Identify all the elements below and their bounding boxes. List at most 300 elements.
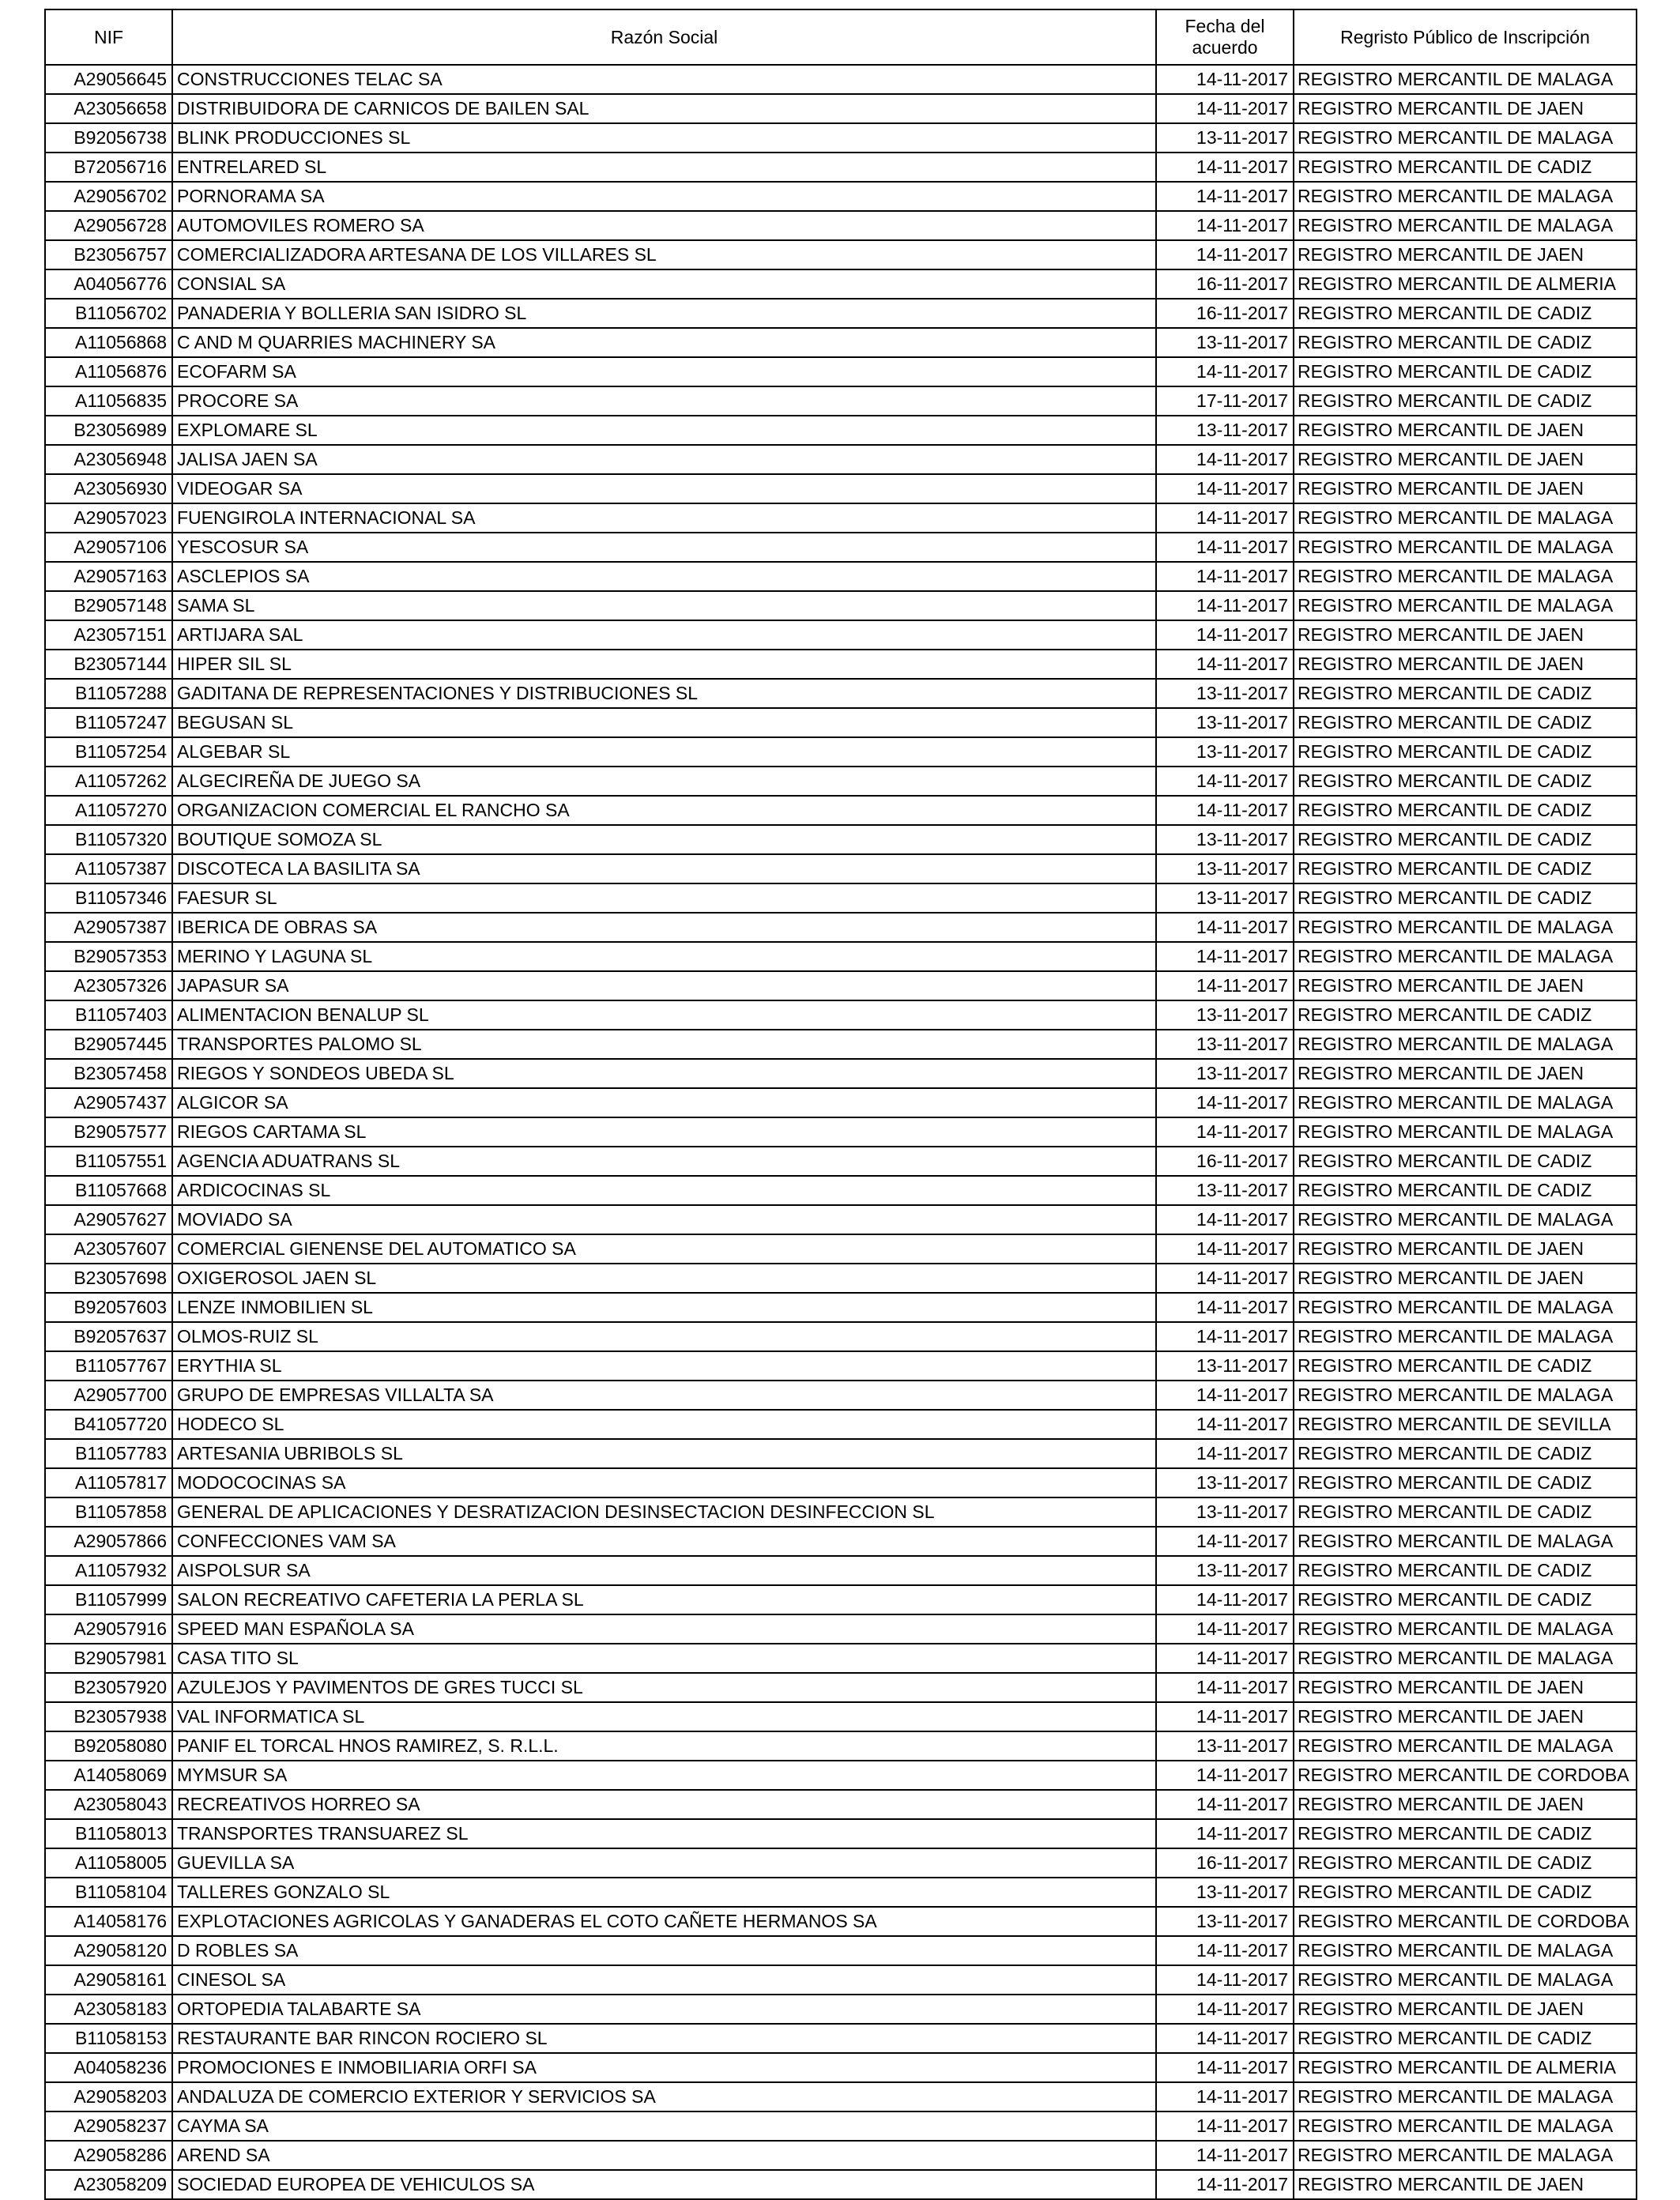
razon-social-cell: COMERCIALIZADORA ARTESANA DE LOS VILLARES SL bbox=[172, 240, 1156, 269]
razon-social-cell: YESCOSUR SA bbox=[172, 533, 1156, 562]
fecha-acuerdo-cell: 14-11-2017 bbox=[1156, 1644, 1294, 1673]
razon-social-cell: SALON RECREATIVO CAFETERIA LA PERLA SL bbox=[172, 1585, 1156, 1614]
nif-cell: B92056738 bbox=[45, 123, 172, 153]
nif-cell: B23057698 bbox=[45, 1264, 172, 1293]
registry-document bbox=[44, 9, 1636, 2200]
nif-cell: A11056835 bbox=[45, 386, 172, 416]
fecha-acuerdo-cell: 14-11-2017 bbox=[1156, 1995, 1294, 2024]
fecha-acuerdo-cell: 16-11-2017 bbox=[1156, 1147, 1294, 1176]
table-row bbox=[45, 474, 1637, 503]
registro-cell: REGISTRO MERCANTIL DE JAEN bbox=[1294, 240, 1637, 269]
table-row bbox=[45, 1790, 1637, 1819]
table-row bbox=[45, 883, 1637, 913]
razon-social-cell: MOVIADO SA bbox=[172, 1205, 1156, 1234]
registro-cell: REGISTRO MERCANTIL DE CADIZ bbox=[1294, 708, 1637, 737]
nif-cell: B11057668 bbox=[45, 1176, 172, 1205]
table-row bbox=[45, 1585, 1637, 1614]
razon-social-cell: D ROBLES SA bbox=[172, 1936, 1156, 1965]
registro-cell: REGISTRO MERCANTIL DE MALAGA bbox=[1294, 2111, 1637, 2141]
table-row bbox=[45, 299, 1637, 328]
column-header-registro: Regristo Público de Inscripción bbox=[1294, 9, 1637, 65]
fecha-acuerdo-cell: 14-11-2017 bbox=[1156, 503, 1294, 533]
razon-social-cell: AREND SA bbox=[172, 2141, 1156, 2170]
table-row bbox=[45, 1117, 1637, 1147]
fecha-acuerdo-cell: 16-11-2017 bbox=[1156, 299, 1294, 328]
registro-cell: REGISTRO MERCANTIL DE CADIZ bbox=[1294, 299, 1637, 328]
razon-social-cell: FUENGIROLA INTERNACIONAL SA bbox=[172, 503, 1156, 533]
table-row bbox=[45, 1644, 1637, 1673]
nif-cell: B92057637 bbox=[45, 1322, 172, 1351]
fecha-acuerdo-cell: 13-11-2017 bbox=[1156, 416, 1294, 445]
razon-social-cell: MODOCOCINAS SA bbox=[172, 1468, 1156, 1497]
nif-cell: B29057577 bbox=[45, 1117, 172, 1147]
nif-cell: B92058080 bbox=[45, 1731, 172, 1761]
razon-social-cell: CONSTRUCCIONES TELAC SA bbox=[172, 65, 1156, 94]
table-row bbox=[45, 1000, 1637, 1030]
fecha-acuerdo-cell: 13-11-2017 bbox=[1156, 1556, 1294, 1585]
registro-cell: REGISTRO MERCANTIL DE MALAGA bbox=[1294, 1527, 1637, 1556]
razon-social-cell: EXPLOTACIONES AGRICOLAS Y GANADERAS EL COTO CAÑETE HERMANOS SA bbox=[172, 1907, 1156, 1936]
razon-social-cell: VIDEOGAR SA bbox=[172, 474, 1156, 503]
razon-social-cell: BLINK PRODUCCIONES SL bbox=[172, 123, 1156, 153]
table-row bbox=[45, 1088, 1637, 1117]
fecha-acuerdo-cell: 13-11-2017 bbox=[1156, 328, 1294, 357]
nif-cell: A29058120 bbox=[45, 1936, 172, 1965]
registro-cell: REGISTRO MERCANTIL DE CADIZ bbox=[1294, 1878, 1637, 1907]
table-row bbox=[45, 1176, 1637, 1205]
registro-cell: REGISTRO MERCANTIL DE MALAGA bbox=[1294, 1205, 1637, 1234]
nif-cell: A11057932 bbox=[45, 1556, 172, 1585]
registro-cell: REGISTRO MERCANTIL DE MALAGA bbox=[1294, 1322, 1637, 1351]
table-row bbox=[45, 1205, 1637, 1234]
razon-social-cell: AISPOLSUR SA bbox=[172, 1556, 1156, 1585]
table-row bbox=[45, 737, 1637, 767]
nif-cell: B11057403 bbox=[45, 1000, 172, 1030]
razon-social-cell: PANADERIA Y BOLLERIA SAN ISIDRO SL bbox=[172, 299, 1156, 328]
nif-cell: B29057445 bbox=[45, 1030, 172, 1059]
nif-cell: A29057106 bbox=[45, 533, 172, 562]
registro-cell: REGISTRO MERCANTIL DE JAEN bbox=[1294, 971, 1637, 1000]
fecha-acuerdo-cell: 14-11-2017 bbox=[1156, 2082, 1294, 2111]
nif-cell: B29057148 bbox=[45, 591, 172, 620]
razon-social-cell: RIEGOS CARTAMA SL bbox=[172, 1117, 1156, 1147]
table-row bbox=[45, 971, 1637, 1000]
table-row bbox=[45, 182, 1637, 211]
table-row bbox=[45, 1381, 1637, 1410]
registro-cell: REGISTRO MERCANTIL DE MALAGA bbox=[1294, 913, 1637, 942]
nif-cell: A29057023 bbox=[45, 503, 172, 533]
table-row bbox=[45, 1556, 1637, 1585]
registro-cell: REGISTRO MERCANTIL DE MALAGA bbox=[1294, 2082, 1637, 2111]
nif-cell: B11057288 bbox=[45, 679, 172, 708]
razon-social-cell: RESTAURANTE BAR RINCON ROCIERO SL bbox=[172, 2024, 1156, 2053]
fecha-acuerdo-cell: 14-11-2017 bbox=[1156, 182, 1294, 211]
fecha-acuerdo-cell: 14-11-2017 bbox=[1156, 1088, 1294, 1117]
razon-social-cell: GRUPO DE EMPRESAS VILLALTA SA bbox=[172, 1381, 1156, 1410]
table-row bbox=[45, 708, 1637, 737]
fecha-acuerdo-cell: 13-11-2017 bbox=[1156, 1907, 1294, 1936]
table-row bbox=[45, 211, 1637, 240]
fecha-acuerdo-cell: 14-11-2017 bbox=[1156, 1790, 1294, 1819]
razon-social-cell: CAYMA SA bbox=[172, 2111, 1156, 2141]
registro-cell: REGISTRO MERCANTIL DE CADIZ bbox=[1294, 796, 1637, 825]
registro-cell: REGISTRO MERCANTIL DE CADIZ bbox=[1294, 328, 1637, 357]
fecha-acuerdo-cell: 13-11-2017 bbox=[1156, 708, 1294, 737]
table-header bbox=[45, 9, 1637, 65]
fecha-acuerdo-cell: 13-11-2017 bbox=[1156, 123, 1294, 153]
table-row bbox=[45, 416, 1637, 445]
razon-social-cell: PROCORE SA bbox=[172, 386, 1156, 416]
razon-social-cell: ORGANIZACION COMERCIAL EL RANCHO SA bbox=[172, 796, 1156, 825]
registro-cell: REGISTRO MERCANTIL DE JAEN bbox=[1294, 94, 1637, 123]
registro-cell: REGISTRO MERCANTIL DE CADIZ bbox=[1294, 153, 1637, 182]
nif-cell: B11057320 bbox=[45, 825, 172, 854]
fecha-acuerdo-cell: 13-11-2017 bbox=[1156, 1497, 1294, 1527]
razon-social-cell: COMERCIAL GIENENSE DEL AUTOMATICO SA bbox=[172, 1234, 1156, 1264]
table-row bbox=[45, 1468, 1637, 1497]
fecha-acuerdo-cell: 14-11-2017 bbox=[1156, 562, 1294, 591]
razon-social-cell: OXIGEROSOL JAEN SL bbox=[172, 1264, 1156, 1293]
table-row bbox=[45, 1439, 1637, 1468]
fecha-acuerdo-cell: 14-11-2017 bbox=[1156, 474, 1294, 503]
razon-social-cell: ALIMENTACION BENALUP SL bbox=[172, 1000, 1156, 1030]
razon-social-cell: ARTIJARA SAL bbox=[172, 620, 1156, 650]
razon-social-cell: GADITANA DE REPRESENTACIONES Y DISTRIBUCIONES SL bbox=[172, 679, 1156, 708]
nif-cell: B41057720 bbox=[45, 1410, 172, 1439]
registro-cell: REGISTRO MERCANTIL DE CADIZ bbox=[1294, 386, 1637, 416]
nif-cell: A11056868 bbox=[45, 328, 172, 357]
table-row bbox=[45, 1761, 1637, 1790]
razon-social-cell: ORTOPEDIA TALABARTE SA bbox=[172, 1995, 1156, 2024]
fecha-acuerdo-cell: 14-11-2017 bbox=[1156, 65, 1294, 94]
registro-cell: REGISTRO MERCANTIL DE JAEN bbox=[1294, 2170, 1637, 2199]
nif-cell: A29057437 bbox=[45, 1088, 172, 1117]
table-row bbox=[45, 1351, 1637, 1381]
razon-social-cell: ALGICOR SA bbox=[172, 1088, 1156, 1117]
fecha-acuerdo-cell: 13-11-2017 bbox=[1156, 1731, 1294, 1761]
nif-cell: B11058104 bbox=[45, 1878, 172, 1907]
fecha-acuerdo-cell: 14-11-2017 bbox=[1156, 1585, 1294, 1614]
registro-cell: REGISTRO MERCANTIL DE MALAGA bbox=[1294, 211, 1637, 240]
nif-cell: A29056728 bbox=[45, 211, 172, 240]
fecha-acuerdo-cell: 14-11-2017 bbox=[1156, 2141, 1294, 2170]
fecha-acuerdo-cell: 14-11-2017 bbox=[1156, 1614, 1294, 1644]
registro-cell: REGISTRO MERCANTIL DE JAEN bbox=[1294, 620, 1637, 650]
fecha-acuerdo-cell: 14-11-2017 bbox=[1156, 2170, 1294, 2199]
table-row bbox=[45, 1995, 1637, 2024]
table-row bbox=[45, 825, 1637, 854]
nif-cell: B11056702 bbox=[45, 299, 172, 328]
nif-cell: B92057603 bbox=[45, 1293, 172, 1322]
table-row bbox=[45, 153, 1637, 182]
razon-social-cell: LENZE INMOBILIEN SL bbox=[172, 1293, 1156, 1322]
nif-cell: A29057627 bbox=[45, 1205, 172, 1234]
registro-cell: REGISTRO MERCANTIL DE JAEN bbox=[1294, 1059, 1637, 1088]
fecha-acuerdo-cell: 17-11-2017 bbox=[1156, 386, 1294, 416]
razon-social-cell: ERYTHIA SL bbox=[172, 1351, 1156, 1381]
nif-cell: A23057326 bbox=[45, 971, 172, 1000]
fecha-acuerdo-cell: 13-11-2017 bbox=[1156, 1000, 1294, 1030]
fecha-acuerdo-cell: 14-11-2017 bbox=[1156, 357, 1294, 386]
razon-social-cell: ARDICOCINAS SL bbox=[172, 1176, 1156, 1205]
razon-social-cell: RIEGOS Y SONDEOS UBEDA SL bbox=[172, 1059, 1156, 1088]
table-row bbox=[45, 445, 1637, 474]
nif-cell: A29057916 bbox=[45, 1614, 172, 1644]
table-row bbox=[45, 1497, 1637, 1527]
nif-cell: A23057607 bbox=[45, 1234, 172, 1264]
registro-cell: REGISTRO MERCANTIL DE CADIZ bbox=[1294, 854, 1637, 883]
registro-cell: REGISTRO MERCANTIL DE MALAGA bbox=[1294, 1030, 1637, 1059]
razon-social-cell: PORNORAMA SA bbox=[172, 182, 1156, 211]
razon-social-cell: SOCIEDAD EUROPEA DE VEHICULOS SA bbox=[172, 2170, 1156, 2199]
header-row bbox=[45, 9, 1637, 65]
fecha-acuerdo-cell: 13-11-2017 bbox=[1156, 1030, 1294, 1059]
razon-social-cell: GUEVILLA SA bbox=[172, 1848, 1156, 1878]
razon-social-cell: JAPASUR SA bbox=[172, 971, 1156, 1000]
fecha-acuerdo-cell: 14-11-2017 bbox=[1156, 533, 1294, 562]
nif-cell: A11058005 bbox=[45, 1848, 172, 1878]
razon-social-cell: SAMA SL bbox=[172, 591, 1156, 620]
registro-cell: REGISTRO MERCANTIL DE MALAGA bbox=[1294, 1117, 1637, 1147]
razon-social-cell: DISCOTECA LA BASILITA SA bbox=[172, 854, 1156, 883]
table-row bbox=[45, 1264, 1637, 1293]
column-header-razon-social: Razón Social bbox=[172, 9, 1156, 65]
registro-cell: REGISTRO MERCANTIL DE JAEN bbox=[1294, 1264, 1637, 1293]
registro-cell: REGISTRO MERCANTIL DE MALAGA bbox=[1294, 942, 1637, 971]
fecha-acuerdo-cell: 14-11-2017 bbox=[1156, 94, 1294, 123]
table-row bbox=[45, 503, 1637, 533]
fecha-acuerdo-cell: 16-11-2017 bbox=[1156, 269, 1294, 299]
fecha-acuerdo-cell: 14-11-2017 bbox=[1156, 913, 1294, 942]
nif-cell: B11057254 bbox=[45, 737, 172, 767]
registro-cell: REGISTRO MERCANTIL DE JAEN bbox=[1294, 416, 1637, 445]
razon-social-cell: SPEED MAN ESPAÑOLA SA bbox=[172, 1614, 1156, 1644]
registro-cell: REGISTRO MERCANTIL DE ALMERIA bbox=[1294, 2053, 1637, 2082]
registro-cell: REGISTRO MERCANTIL DE CADIZ bbox=[1294, 1585, 1637, 1614]
razon-social-cell: AUTOMOVILES ROMERO SA bbox=[172, 211, 1156, 240]
table-row bbox=[45, 65, 1637, 94]
registro-cell: REGISTRO MERCANTIL DE JAEN bbox=[1294, 1234, 1637, 1264]
registro-cell: REGISTRO MERCANTIL DE MALAGA bbox=[1294, 1644, 1637, 1673]
table-row bbox=[45, 1731, 1637, 1761]
table-row bbox=[45, 1030, 1637, 1059]
registro-cell: REGISTRO MERCANTIL DE MALAGA bbox=[1294, 1614, 1637, 1644]
fecha-acuerdo-cell: 14-11-2017 bbox=[1156, 1117, 1294, 1147]
razon-social-cell: CINESOL SA bbox=[172, 1965, 1156, 1995]
table-row bbox=[45, 1702, 1637, 1731]
registro-cell: REGISTRO MERCANTIL DE CADIZ bbox=[1294, 767, 1637, 796]
fecha-acuerdo-cell: 14-11-2017 bbox=[1156, 1410, 1294, 1439]
table-row bbox=[45, 679, 1637, 708]
registro-cell: REGISTRO MERCANTIL DE CADIZ bbox=[1294, 1556, 1637, 1585]
table-row bbox=[45, 942, 1637, 971]
nif-cell: A29057866 bbox=[45, 1527, 172, 1556]
registro-cell: REGISTRO MERCANTIL DE CORDOBA bbox=[1294, 1761, 1637, 1790]
razon-social-cell: BOUTIQUE SOMOZA SL bbox=[172, 825, 1156, 854]
table-row bbox=[45, 1527, 1637, 1556]
registro-cell: REGISTRO MERCANTIL DE MALAGA bbox=[1294, 1088, 1637, 1117]
fecha-acuerdo-cell: 14-11-2017 bbox=[1156, 2024, 1294, 2053]
table-row bbox=[45, 240, 1637, 269]
registro-cell: REGISTRO MERCANTIL DE CADIZ bbox=[1294, 1351, 1637, 1381]
table-row bbox=[45, 357, 1637, 386]
razon-social-cell: IBERICA DE OBRAS SA bbox=[172, 913, 1156, 942]
registro-cell: REGISTRO MERCANTIL DE CADIZ bbox=[1294, 1000, 1637, 1030]
table-row bbox=[45, 94, 1637, 123]
nif-cell: A11057270 bbox=[45, 796, 172, 825]
nif-cell: B11058013 bbox=[45, 1819, 172, 1848]
table-row bbox=[45, 796, 1637, 825]
razon-social-cell: TRANSPORTES TRANSUAREZ SL bbox=[172, 1819, 1156, 1848]
registro-cell: REGISTRO MERCANTIL DE MALAGA bbox=[1294, 1381, 1637, 1410]
nif-cell: B23056757 bbox=[45, 240, 172, 269]
razon-social-cell: ANDALUZA DE COMERCIO EXTERIOR Y SERVICIOS SA bbox=[172, 2082, 1156, 2111]
registro-cell: REGISTRO MERCANTIL DE CADIZ bbox=[1294, 357, 1637, 386]
table-row bbox=[45, 1673, 1637, 1702]
nif-cell: B29057353 bbox=[45, 942, 172, 971]
fecha-acuerdo-cell: 13-11-2017 bbox=[1156, 1468, 1294, 1497]
nif-cell: A29056645 bbox=[45, 65, 172, 94]
registro-cell: REGISTRO MERCANTIL DE MALAGA bbox=[1294, 65, 1637, 94]
fecha-acuerdo-cell: 14-11-2017 bbox=[1156, 1702, 1294, 1731]
nif-cell: A23057151 bbox=[45, 620, 172, 650]
fecha-acuerdo-cell: 14-11-2017 bbox=[1156, 942, 1294, 971]
registro-cell: REGISTRO MERCANTIL DE CADIZ bbox=[1294, 1439, 1637, 1468]
table-row bbox=[45, 1147, 1637, 1176]
nif-cell: A23058043 bbox=[45, 1790, 172, 1819]
registro-cell: REGISTRO MERCANTIL DE MALAGA bbox=[1294, 123, 1637, 153]
nif-cell: A11057262 bbox=[45, 767, 172, 796]
razon-social-cell: ENTRELARED SL bbox=[172, 153, 1156, 182]
registro-cell: REGISTRO MERCANTIL DE MALAGA bbox=[1294, 1731, 1637, 1761]
registro-cell: REGISTRO MERCANTIL DE JAEN bbox=[1294, 474, 1637, 503]
nif-cell: B23057144 bbox=[45, 650, 172, 679]
fecha-acuerdo-cell: 14-11-2017 bbox=[1156, 1819, 1294, 1848]
nif-cell: B23057920 bbox=[45, 1673, 172, 1702]
registro-cell: REGISTRO MERCANTIL DE MALAGA bbox=[1294, 591, 1637, 620]
razon-social-cell: FAESUR SL bbox=[172, 883, 1156, 913]
fecha-acuerdo-cell: 14-11-2017 bbox=[1156, 1439, 1294, 1468]
registro-cell: REGISTRO MERCANTIL DE JAEN bbox=[1294, 445, 1637, 474]
table-row bbox=[45, 386, 1637, 416]
nif-cell: A14058069 bbox=[45, 1761, 172, 1790]
table-row bbox=[45, 562, 1637, 591]
table-row bbox=[45, 1936, 1637, 1965]
table-row bbox=[45, 767, 1637, 796]
razon-social-cell: ALGECIREÑA DE JUEGO SA bbox=[172, 767, 1156, 796]
fecha-acuerdo-cell: 14-11-2017 bbox=[1156, 153, 1294, 182]
column-header-nif: NIF bbox=[45, 9, 172, 65]
table-row bbox=[45, 2170, 1637, 2199]
table-row bbox=[45, 913, 1637, 942]
table-row bbox=[45, 1848, 1637, 1878]
table-row bbox=[45, 2141, 1637, 2170]
nif-cell: B11057346 bbox=[45, 883, 172, 913]
table-row bbox=[45, 533, 1637, 562]
fecha-acuerdo-cell: 14-11-2017 bbox=[1156, 1381, 1294, 1410]
registro-cell: REGISTRO MERCANTIL DE JAEN bbox=[1294, 1995, 1637, 2024]
nif-cell: B23057458 bbox=[45, 1059, 172, 1088]
table-row bbox=[45, 620, 1637, 650]
razon-social-cell: PANIF EL TORCAL HNOS RAMIREZ, S. R.L.L. bbox=[172, 1731, 1156, 1761]
nif-cell: A23056948 bbox=[45, 445, 172, 474]
razon-social-cell: PROMOCIONES E INMOBILIARIA ORFI SA bbox=[172, 2053, 1156, 2082]
nif-cell: B11057247 bbox=[45, 708, 172, 737]
registro-cell: REGISTRO MERCANTIL DE CADIZ bbox=[1294, 737, 1637, 767]
table-row bbox=[45, 2082, 1637, 2111]
razon-social-cell: TALLERES GONZALO SL bbox=[172, 1878, 1156, 1907]
razon-social-cell: ECOFARM SA bbox=[172, 357, 1156, 386]
registro-cell: REGISTRO MERCANTIL DE JAEN bbox=[1294, 650, 1637, 679]
nif-cell: A04056776 bbox=[45, 269, 172, 299]
fecha-acuerdo-cell: 13-11-2017 bbox=[1156, 1176, 1294, 1205]
fecha-acuerdo-cell: 13-11-2017 bbox=[1156, 1878, 1294, 1907]
table-row bbox=[45, 1322, 1637, 1351]
column-header-fecha-acuerdo: Fecha del acuerdo bbox=[1156, 9, 1294, 65]
nif-cell: B11057783 bbox=[45, 1439, 172, 1468]
nif-cell: B23056989 bbox=[45, 416, 172, 445]
fecha-acuerdo-cell: 13-11-2017 bbox=[1156, 737, 1294, 767]
razon-social-cell: MYMSUR SA bbox=[172, 1761, 1156, 1790]
fecha-acuerdo-cell: 14-11-2017 bbox=[1156, 2053, 1294, 2082]
nif-cell: A14058176 bbox=[45, 1907, 172, 1936]
nif-cell: A29058237 bbox=[45, 2111, 172, 2141]
registro-cell: REGISTRO MERCANTIL DE MALAGA bbox=[1294, 1293, 1637, 1322]
registro-cell: REGISTRO MERCANTIL DE CADIZ bbox=[1294, 1848, 1637, 1878]
table-row bbox=[45, 1059, 1637, 1088]
table-row bbox=[45, 1293, 1637, 1322]
registro-cell: REGISTRO MERCANTIL DE CADIZ bbox=[1294, 2024, 1637, 2053]
razon-social-cell: OLMOS-RUIZ SL bbox=[172, 1322, 1156, 1351]
registro-cell: REGISTRO MERCANTIL DE JAEN bbox=[1294, 1702, 1637, 1731]
fecha-acuerdo-cell: 13-11-2017 bbox=[1156, 1351, 1294, 1381]
nif-cell: A11056876 bbox=[45, 357, 172, 386]
nif-cell: A23056930 bbox=[45, 474, 172, 503]
razon-social-cell: HIPER SIL SL bbox=[172, 650, 1156, 679]
fecha-acuerdo-cell: 13-11-2017 bbox=[1156, 679, 1294, 708]
fecha-acuerdo-cell: 14-11-2017 bbox=[1156, 2111, 1294, 2141]
razon-social-cell: AGENCIA ADUATRANS SL bbox=[172, 1147, 1156, 1176]
registro-cell: REGISTRO MERCANTIL DE CADIZ bbox=[1294, 1497, 1637, 1527]
registro-cell: REGISTRO MERCANTIL DE MALAGA bbox=[1294, 2141, 1637, 2170]
fecha-acuerdo-cell: 13-11-2017 bbox=[1156, 883, 1294, 913]
registro-cell: REGISTRO MERCANTIL DE CADIZ bbox=[1294, 883, 1637, 913]
nif-cell: A11057817 bbox=[45, 1468, 172, 1497]
nif-cell: B11057551 bbox=[45, 1147, 172, 1176]
fecha-acuerdo-cell: 14-11-2017 bbox=[1156, 1264, 1294, 1293]
registro-cell: REGISTRO MERCANTIL DE MALAGA bbox=[1294, 562, 1637, 591]
fecha-acuerdo-cell: 14-11-2017 bbox=[1156, 1322, 1294, 1351]
razon-social-cell: DISTRIBUIDORA DE CARNICOS DE BAILEN SAL bbox=[172, 94, 1156, 123]
razon-social-cell: MERINO Y LAGUNA SL bbox=[172, 942, 1156, 971]
registro-cell: REGISTRO MERCANTIL DE CADIZ bbox=[1294, 1176, 1637, 1205]
table-row bbox=[45, 2111, 1637, 2141]
registro-cell: REGISTRO MERCANTIL DE MALAGA bbox=[1294, 503, 1637, 533]
nif-cell: A23058183 bbox=[45, 1995, 172, 2024]
registro-cell: REGISTRO MERCANTIL DE SEVILLA bbox=[1294, 1410, 1637, 1439]
razon-social-cell: EXPLOMARE SL bbox=[172, 416, 1156, 445]
nif-cell: A11057387 bbox=[45, 854, 172, 883]
nif-cell: B11057999 bbox=[45, 1585, 172, 1614]
registro-cell: REGISTRO MERCANTIL DE MALAGA bbox=[1294, 533, 1637, 562]
fecha-acuerdo-cell: 14-11-2017 bbox=[1156, 620, 1294, 650]
fecha-acuerdo-cell: 13-11-2017 bbox=[1156, 825, 1294, 854]
nif-cell: B11057767 bbox=[45, 1351, 172, 1381]
razon-social-cell: ASCLEPIOS SA bbox=[172, 562, 1156, 591]
nif-cell: B11058153 bbox=[45, 2024, 172, 2053]
razon-social-cell: ALGEBAR SL bbox=[172, 737, 1156, 767]
registro-cell: REGISTRO MERCANTIL DE MALAGA bbox=[1294, 182, 1637, 211]
